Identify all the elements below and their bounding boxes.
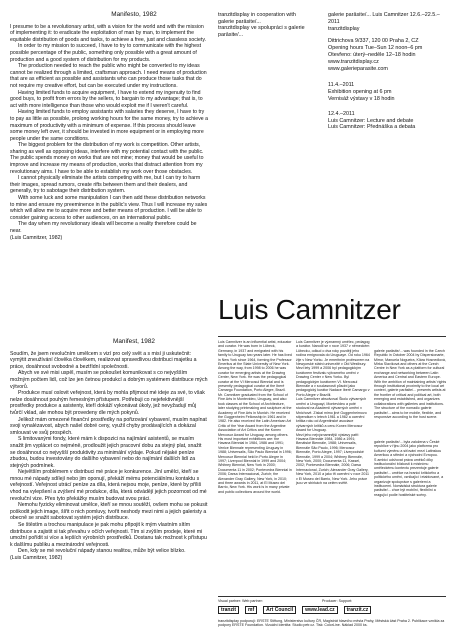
gallery-text-cz: galerie parāsite/... byla založena v České republice v říjnu 2004 jako platforma pro kulturní výměnu a síťování mezi Latinskou Amerikou a střední a východní Evropou. S ambicí udržovat práva umělců díky institucionální blízkosti k místnímu uměleckému kontextu prezentuje galerie parāsite/... umělce na hranici kritického a politického umění, vznikající i etablované, a organizuje spolupráce s galeriemi a institucemi. Nomádská struktura galerie parāsite/... chce být mobilní, flexibilní a reagující podle hostitelské scény.: [374, 439, 444, 497]
sponsors-visual: Visual partner: Web partner:: [218, 599, 263, 603]
sponsors-footer: tranzitdisplay podporují: ERSTE Stiftung, Ministerstvo kultury ČR, Magistrát hlavního města Prahy, Městská část Praha 2. Publikace vznikla za podpory ERSTE Foundation. Vizuální identita: Studio petr.cz. Tisk: ColorLine. Náklad 2000 ks.: [218, 619, 445, 628]
paragraph: Nemohu fyzicky eliminovat umělce, kteří se mnou soutěží, ovšem mohu se pokusit poškodit jejich image, šířit o nich pomluvy, tvořit neshody mezi nimi a jejich galeristy a obecně se snažit sabotovat systém jejich distribuce.: [10, 502, 208, 522]
gallery-hours-en: Opening hours Tue–Sun 12 noon–6 pm: [328, 45, 423, 52]
gallery-web-2[interactable]: www.galerieparasite.com: [328, 65, 388, 72]
paragraph: Největším problémem v distribuci mé práce je konkurence. Jiní umělci, kteří se mnou mé nápady sdílejí nebo jim oponují, překáží mému potenciálnímu kontaktu s veřejností. Veřejnost utrácí peníze za díla, která nejsou moje, peníze, které by příliš vhod na vylepšení a zvýšení mé produkce, díla, která odvádějí jejich pozornost od mé revoluční vize. Přes tyto překážky musím budovat svou práci.: [10, 469, 207, 502]
divider: [218, 596, 446, 597]
sponsor-logo: Art Council: [263, 606, 296, 614]
gallery-text: [374, 340, 448, 502]
manifesto-cz-title: Manifest, 1982: [113, 338, 155, 345]
sponsor-logo: www.lead.cz: [302, 606, 338, 614]
gallery-text-en: galerie parāsite/... was founded in the Czech Republic in October 2004 by Dispersionarte, Mirror, Manuela Nogueira, Klára Hosnedlová, Mirka Slavíková and others at the Czech Centre in New York as a platform for cultural exchange and networking between Latin America and Central and Eastern Europe. With the ambition of maintaining artists' rights through institutional proximity to the local art context, galerie parāsite/... presents artists at the frontier of critical and political art, both emerging and established, and organizes collaborations with galleries and institutions. The structure of the nomadic galerie parāsite/... aims to be mobile, flexible, and responsive according to the host scene.: [374, 348, 447, 419]
cooperation-cz: tranzitdisplay ve spolupráci s galerie parāsite/...: [218, 25, 305, 38]
artist-name: Luis Camnitzer: [218, 294, 401, 325]
signature: (Luis Camnitzer, 1982): [10, 234, 63, 241]
paragraph: Having limited funds to employ assistants with salaries they deserve, I have to try to pay as little as possible, prolong working hours for the same money, try to achieve a maximum of productivity with a minimum of expense. If this process should leave some money left over, it should be invested in more equipment or in employing more people under the same conditions.: [10, 109, 208, 142]
event-opening: [328, 82, 446, 102]
manifesto-en-body: [10, 24, 208, 242]
bio-en: Luis Camnitzer is an influential artist, educator and curator. He was born in Lübeck, Germany, in 1937 and emigrated with his family to Uruguay two years later. He has lived in New York since 1964, forming the Professor Emeritus at the State University of New York. Among the way, from 1998 to 2006 he was curator for emerging artists at the Drawing Center, New York. He was the pedagogical curator at the VI Mercosul Biennial and is presently pedagogical curator at the Iberê Camargo Foundation, Porto Alegre, Brazil. Mr. Camnitzer graduated from the School of Fine Arts in Montevideo, Uruguay, and also took classes at the School of Architecture, later studying printmaking and sculpture at the Academy of Fine Arts in Munich. He received the Guggenheim Fellowship in 1961 and in 1982. He also received the Latin American Art Critic of the Year Award from the Argentine Association of Art Critics and the Konex Mercosur Award for Uruguay, among others. His most important exhibitions are: the Havana Biennial in 1984, 1986 and 1991; Venice Biennale representing Uruguay in 1988; Universalis, São Paulo Biennial in 1996; Mercosur Biennial held in Porto Alegre in 1997; Liverpool Biennial in 1999 and 2004; Whitney Biennial, New York in 2000; Documenta 11 in 2002; Pontevedra Biennial in 2006; Darsa Internacional, Zurich; the Alexander Gray Gallery, New York, in 2010; and three awards in 2011, at El Museo del Barrio, New York. His work is in many private and public collections around the world.: [218, 340, 292, 494]
event-line: Luis Camnitzer: Přednáška a debata: [328, 124, 416, 131]
paragraph: Soudím, že jsem revolučním umělcem s vizí pro celý svět a s misí ji uskutečnit: vymýtit zneužívání člověka člověkem, realizovat spravedlivou distribuci majetku a práce, dosáhnout svobodné a beztřídní společnosti.: [10, 350, 197, 370]
paragraph: Produkce musí oslovit veřejnost, která by mohla přijmout mé ideje za své, to však nelze dosáhnout pouhým řemeslným přístupem. Potřebuji co nejefektivnější prostředky produkce a asistenty, kteří dokáží vykonávat úkoly, jež nevyžadují můj tvůrčí vklad, ale mohou být provedeny dle mých pokynů.: [10, 390, 205, 416]
manifesto-cz: [10, 339, 208, 562]
paragraph: Having limited funds to acquire equipment, I have to extend my ingenuity to find good buys, to profit from errors by the sellers, to bargain to my advantage; that is, to act with more intelligence than those who would exploit me if I weren't careful.: [10, 89, 203, 109]
event-lecture: [328, 111, 446, 131]
cooperation-note: [218, 12, 308, 38]
event-date: 12.4.–2011: [328, 110, 355, 117]
divider: [218, 336, 446, 337]
manifesto-en: [10, 12, 208, 241]
event-date: 11.4.–2011: [328, 82, 355, 89]
gallery-address: Dittrichova 9/337, 120 00 Praha 2, CZ: [328, 38, 419, 45]
sponsor-logos: [218, 606, 446, 614]
paragraph: Se štěstím a trochou manipulace je pak mohu připojit k mým vlastním sítím distribuce a zajistit si tak převahu v očích veřejnosti. Tím si zvýším prodeje, které mi umožní pořídit si více a lepších výrobních prostředků. Dostanu tak možnost k přístupu k dalšímu publiku a mezinárodní veřejnosti.: [10, 522, 207, 548]
paragraph: S limitovanými fondy, které mám k dispozici na najímání asistentů, se musím snažit jim vyplácet co nejméně, prodloužit jejich pracovní dobu za stejný plat, snažit se dosáhnout co nejvyšší produktivity za minimální výdaje. Pokud nějaké peníze zbudou, budou investovány do dalšího vybavení nebo do najímání dalších lidí za stejných podmínek.: [10, 436, 202, 469]
paragraph: Den, kdy se mé revoluční nápady stanou realitou, může být velice blízko.: [18, 548, 186, 555]
paragraph: The production needed to reach the public who might be converted to my ideas cannot be realized through a limited, craftsman approach. I need means of production that are as efficient as possible and assistants who can produce those tasks that do not require my creative effort, but can be executed under my instructions.: [10, 63, 207, 89]
paragraph: The day when my revolutionary ideals will become a reality therefore could be near.: [10, 221, 197, 234]
paragraph: With some luck and some manipulation I can then add these distribution networks to mine and ensure my preeminence in the public's view. Thus I will increase my sales which will allow me to acquire more and better means of production. I will be able to consider gaining access to other audiences, on an international public.: [10, 195, 208, 221]
sponsor-logo: mf: [245, 606, 257, 614]
sponsor-logo: tranzit.cz: [344, 606, 372, 614]
gallery-venue: tranzitdisplay: [328, 25, 360, 32]
gallery-info: [328, 12, 446, 131]
gallery-header: galerie parāsite/... Luis Camnitzer 12.6.–22.5.–2011: [328, 12, 440, 25]
signature: (Luis Camnitzer, 1982): [10, 555, 63, 561]
paragraph: I presume to be a revolutionary artist, with a vision for the world and with the mission of implementing it: to eradicate the exploitation of man by man, to implement the equitable distribution of goods and tasks, to achieve a free, just and classless society.: [10, 23, 206, 43]
event-line: Vernisáž výstavy v 18 hodin: [328, 95, 395, 102]
gallery-hours-cz: Otevřeno: úterý–neděle 12–18 hodin: [328, 51, 416, 58]
manifesto-cz-body: [10, 351, 208, 562]
sponsors-producer: Producer: Support:: [322, 599, 353, 603]
paragraph: Abych ve své misi uspěl, musím se pokoušet komunikovat s co nejvyšším možným počtem lidí, což lze jen četnou produkcí a dobrým systémem distribuce mých výtvorů.: [10, 370, 208, 390]
manifesto-en-title: Manifesto, 1982: [111, 11, 157, 18]
bio-cz: Luis Camnitzer je významný umělec, pedagog a kurátor. Narodil se v roce 1937 v německém Lübecku, odkud o dva roky později jeho rodina emigrovala do Uruguaye. Od roku 1964 žije v New Yorku. Je emeritním profesorem na Newyorské státní univerzitě v Old Westbury. Mezi lety 1999 a 2006 byl pedagogickým kurátorem festivalu výtvarného umění v Drawing Center v New Yorku. Byl pedagogickým kurátorem VI. Mercosul Biennále a v současnosti působí jako pedagogický kurátor Nadace Iberê Camargo v Porto Alegre v Brazílii. Luis Camnitzer absolvoval Školu výtvarných umění a Uruguayi, Montevideu a poté studoval na Akademii výtvarných umění v Mnichově. Získal mimo jiné Guggenheimovo stipendium v letech 1961 a 1982 a ocenění kritika roku od Argentinské asociace výtvarných kritiků a cenu Konex Mercosur Award for Uruguay. Mezi jeho nejvýznamnější výstavy patří: Havana Biennále 1984, 1986 a 1991; Benátské Biennále, 1988; Universalis, Biennále São Paulo, 1996; Mercosur Biennále, Porto Alegre, 1997; Liverpoolské Biennále, 1999 a 2004; Whitney Biennále, New York, 2000; Documenta 11, Kassel, 2002; Pontevedra Biennále, 2006; Darsa Internacional, Zurich; Alexander Gray Gallery, New York, 2010 a jako tři ocenění v roce 2011 v El Museo del Barrio, New York. Jeho práce jsou ve sbírkách na celém světě.: [296, 340, 370, 485]
event-line: Luis Camnitzer: Lecture and debate: [328, 117, 414, 124]
paragraph: I cannot physically eliminate the artists competing with me, but I can try to harm their images, spread rumors, create rifts between them and their dealers, and generally, try to sabotage their distribution system.: [10, 175, 201, 195]
cooperation-en: tranzitdisplay in cooperation with galerie parāsite/...: [218, 12, 296, 25]
paragraph: Jelikož mám omezené finanční prostředky na pořizování vybavení, musím napínat svoji vynalézavost, abych našel dobré ceny, využil chyby prodávajících a dokázal smlouvat ve svůj prospěch.: [10, 416, 207, 436]
paragraph: The biggest problem for the distribution of my work is competition. Other artists, sharing as well as opposing ideas, interfere with my potential contact with the public. The public spends money on works that are not mine; money that would be useful to improve and increase my means of production, works that distract attention from my revolutionary aims. I have to be able to establish my work over those obstacles.: [10, 142, 204, 175]
sponsor-logo: tranzit: [218, 606, 239, 614]
gallery-web-1[interactable]: www.tranzitdisplay.cz: [328, 58, 379, 65]
paragraph: In order to my mission to succeed, I have to try to communicate with the highest possible percentage of the public, something only possible with a great amount of production and a good system of distribution for my products.: [10, 43, 202, 63]
event-line: Exhibition opening at 6 pm: [328, 89, 392, 96]
